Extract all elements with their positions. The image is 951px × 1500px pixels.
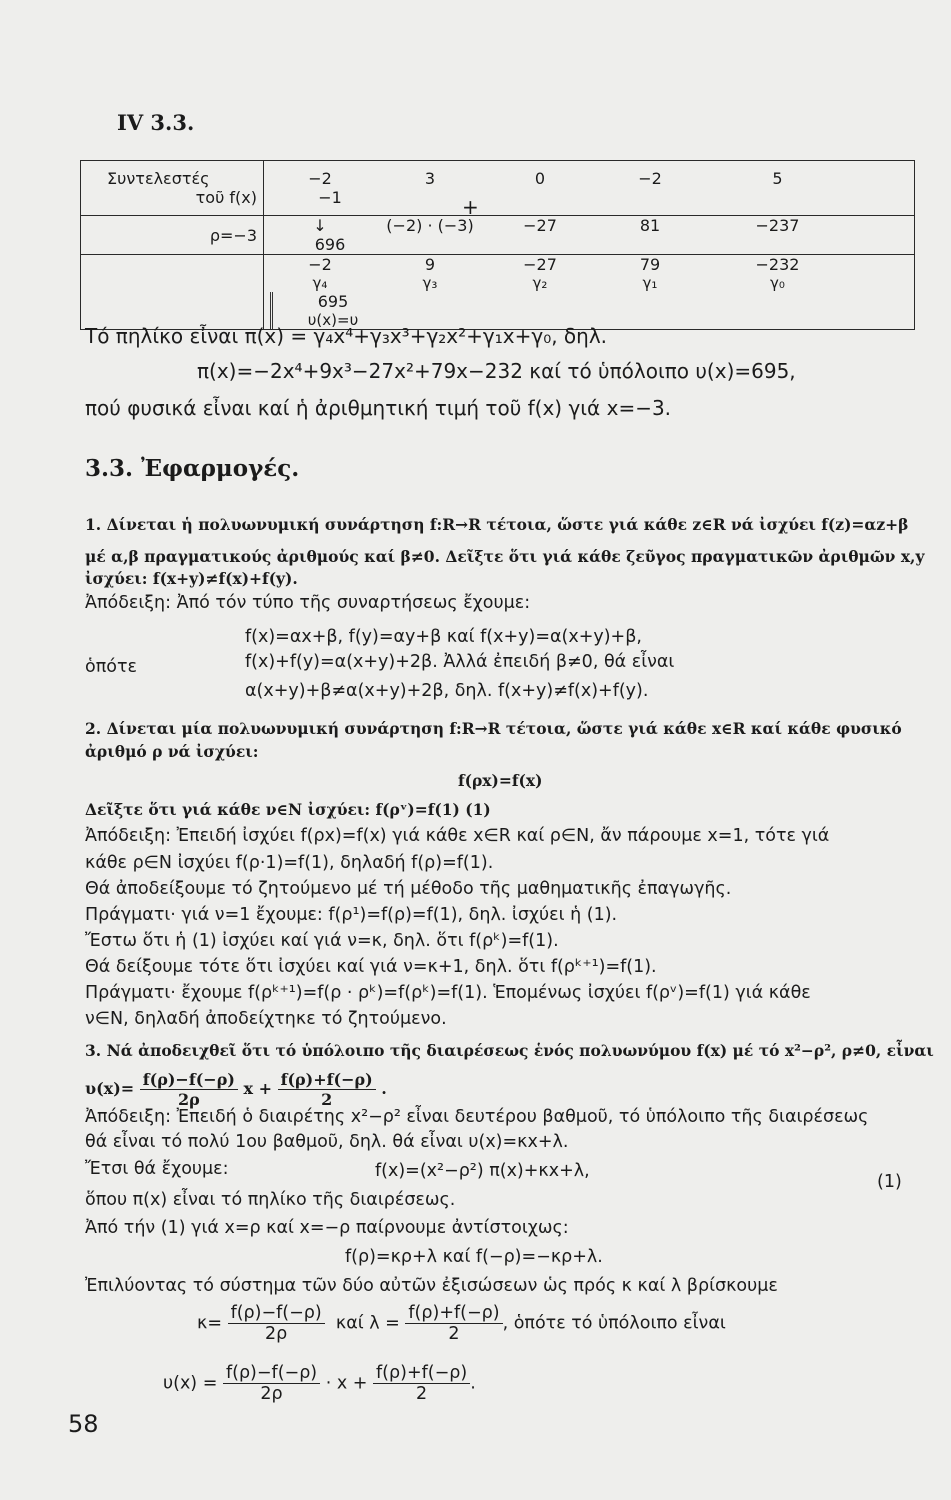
text: · x + <box>325 1373 368 1394</box>
equation: f(x)=αx+β, f(y)=αy+β καί f(x+y)=α(x+y)+β, <box>245 627 642 647</box>
problem-2-statement: ἀριθμό ρ νά ἰσχύει: <box>85 742 259 761</box>
quotient-line: Τό πηλίκο εἶναι π(x) = γ₄x⁴+γ₃x³+γ₂x²+γ₁x+γ₀, δηλ. <box>85 324 608 348</box>
numerator: f(ρ)−f(−ρ) <box>228 1303 325 1324</box>
result-cell: 9 <box>424 255 436 274</box>
quotient-expansion: π(x)=−2x⁴+9x³−27x²+79x−232 καί τό ὑπόλοιπο υ(x)=695, <box>197 359 796 383</box>
equation: f(ρx)=f(x) <box>458 771 543 790</box>
coef-cell: −2 <box>638 169 662 188</box>
text: κάθε ρ∈N ἰσχύει f(ρ·1)=f(1), δηλαδή f(ρ)=f(1). <box>85 853 494 873</box>
problem-1-statement: ἰσχύει: f(x+y)≠f(x)+f(y). <box>85 569 298 588</box>
numerator: f(ρ)−f(−ρ) <box>140 1070 238 1090</box>
numerator: f(ρ)+f(−ρ) <box>278 1070 376 1090</box>
results-row <box>264 255 915 330</box>
section-title: 3.3. Ἐφαρμογές. <box>85 455 300 482</box>
problem-2-statement: Δεῖξτε ὅτι γιά κάθε ν∈N ἰσχύει: f(ρᵛ)=f(1) (1) <box>85 800 491 819</box>
text: κ= <box>197 1313 222 1334</box>
text: ν∈N, δηλαδή ἀποδείχτηκε τό ζητούμενο. <box>85 1009 447 1029</box>
equation: α(x+y)+β≠α(x+y)+2β, δηλ. f(x+y)≠f(x)+f(y). <box>245 681 649 701</box>
text: Πράγματι· γιά ν=1 ἔχουμε: f(ρ¹)=f(ρ)=f(1), δηλ. ἰσχύει ἡ (1). <box>85 905 618 925</box>
text: καί λ = <box>335 1313 400 1334</box>
denominator: 2ρ <box>265 1324 288 1344</box>
proof-2: Ἀπόδειξη: Ἐπειδή ἰσχύει f(ρx)=f(x) γιά κάθε x∈R καί ρ∈N, ἄν πάρουμε x=1, τότε γιά <box>85 826 830 846</box>
equation: f(x)+f(y)=α(x+y)+2β. Ἀλλά ἐπειδή β≠0, θά εἶναι <box>245 652 675 672</box>
k-lambda-formula <box>197 1303 726 1344</box>
problem-1-statement: 1. Δίνεται ἡ πολυωνυμική συνάρτηση f:R→R τέτοια, ὥστε γιά κάθε z∈R νά ἰσχύει f(z)=αz+β <box>85 515 909 534</box>
fraction <box>278 1070 376 1109</box>
result-cell: −27 <box>523 255 557 274</box>
product-cell: 696 <box>314 235 346 254</box>
coefficients-row <box>264 161 915 216</box>
label-tou-fx: τοῦ f(x) <box>195 188 257 207</box>
proof-1: Ἀπόδειξη: Ἀπό τόν τύπο τῆς συναρτήσεως ἔχουμε: <box>85 593 531 613</box>
product-cell: −237 <box>755 216 800 235</box>
text: ὅπου π(x) εἶναι τό πηλίκο τῆς διαιρέσεως. <box>85 1190 456 1210</box>
horner-table <box>80 160 915 330</box>
text: . <box>381 1079 387 1098</box>
row-label-coefficients <box>81 161 264 216</box>
product-cell: 81 <box>639 216 661 235</box>
problem-2-statement: 2. Δίνεται μία πολυωνυμική συνάρτηση f:R→R τέτοια, ὥστε γιά κάθε x∈R καί κάθε φυσικό <box>85 719 902 738</box>
row-label-rho: ρ=−3 <box>81 216 264 255</box>
text: υ(x)= <box>85 1079 135 1098</box>
text: Θά ἀποδείξουμε τό ζητούμενο μέ τή μέθοδο τῆς μαθηματικῆς ἐπαγωγῆς. <box>85 879 732 899</box>
text: Ἔτσι θά ἔχουμε: <box>85 1159 229 1179</box>
coef-cell: 0 <box>534 169 546 188</box>
text: Πράγματι· ἔχουμε f(ρᵏ⁺¹)=f(ρ · ρᵏ)=f(ρᵏ)=f(1). Ἑπομένως ἰσχύει f(ρᵛ)=f(1) γιά κάθε <box>85 983 811 1003</box>
text: x + <box>243 1079 272 1098</box>
proof-3: Ἀπόδειξη: Ἐπειδή ὁ διαιρέτης x²−ρ² εἶναι δευτέρου βαθμοῦ, τό ὑπόλοιπο τῆς διαιρέσεως <box>85 1107 869 1127</box>
gamma-label: γ₃ <box>422 274 438 292</box>
gamma-label: γ₀ <box>770 274 785 292</box>
denominator: 2ρ <box>260 1384 283 1404</box>
text: . <box>470 1373 476 1394</box>
remainder-cell: 695 <box>317 292 349 311</box>
numerator: f(ρ)+f(−ρ) <box>405 1303 502 1324</box>
text: , ὁπότε τό ὑπόλοιπο εἶναι <box>502 1313 726 1334</box>
fraction <box>405 1303 502 1344</box>
denominator: 2 <box>321 1090 333 1109</box>
result-cell: −232 <box>755 255 800 274</box>
plus-sign: + <box>462 195 479 219</box>
gamma-label: γ₁ <box>642 274 658 292</box>
text: Ἔστω ὅτι ἡ (1) ἰσχύει καί γιά ν=κ, δηλ. ὅτι f(ρᵏ)=f(1). <box>85 931 559 951</box>
final-formula <box>163 1363 476 1404</box>
product-cell: ↓ <box>313 216 327 235</box>
product-cell: (−2) · (−3) <box>386 216 474 235</box>
fraction <box>223 1363 320 1404</box>
text: υ(x) = <box>163 1373 218 1394</box>
numerator: f(ρ)+f(−ρ) <box>373 1363 470 1384</box>
product-cell: −27 <box>523 216 557 235</box>
remainder-formula <box>85 1070 387 1109</box>
value-remark: πού φυσικά εἶναι καί ἡ ἀριθμητική τιμή τοῦ f(x) γιά x=−3. <box>85 396 672 420</box>
equation-number: (1) <box>877 1172 902 1192</box>
equation: f(x)=(x²−ρ²) π(x)+κx+λ, <box>375 1161 590 1181</box>
denominator: 2 <box>448 1324 460 1344</box>
fraction <box>140 1070 238 1109</box>
page-number: 58 <box>68 1410 99 1438</box>
gamma-label: γ₂ <box>532 274 548 292</box>
label-syntelestes: Συντελεστές <box>107 169 210 188</box>
coef-cell: −1 <box>318 188 342 207</box>
coef-cell: 5 <box>772 169 783 188</box>
products-row <box>264 216 915 255</box>
problem-1-statement: μέ α,β πραγματικούς ἀριθμούς καί β≠0. Δεῖξτε ὅτι γιά κάθε ζεῦγος πραγματικῶν ἀριθμῶν x,y <box>85 547 925 566</box>
denominator: 2 <box>416 1384 428 1404</box>
coef-cell: −2 <box>308 169 332 188</box>
text: Ἐπιλύοντας τό σύστημα τῶν δύο αὐτῶν ἐξισώσεων ὡς πρός κ καί λ βρίσκουμε <box>85 1276 778 1296</box>
text: Ἀπό τήν (1) γιά x=ρ καί x=−ρ παίρνουμε ἀντίστοιχως: <box>85 1218 569 1238</box>
coef-cell: 3 <box>424 169 436 188</box>
text: Θά δείξουμε τότε ὅτι ἰσχύει καί γιά ν=κ+1, δηλ. ὅτι f(ρᵏ⁺¹)=f(1). <box>85 957 657 977</box>
result-cell: 79 <box>639 255 661 274</box>
numerator: f(ρ)−f(−ρ) <box>223 1363 320 1384</box>
remainder-label: υ(x)=υ <box>307 311 359 329</box>
result-cell: −2 <box>308 255 332 274</box>
text: ὁπότε <box>85 657 137 677</box>
text: θά εἶναι τό πολύ 1ου βαθμοῦ, δηλ. θά εἶναι υ(x)=κx+λ. <box>85 1132 569 1152</box>
fraction <box>373 1363 470 1404</box>
section-header: IV 3.3. <box>117 110 195 135</box>
row-label-empty <box>81 255 264 330</box>
denominator: 2ρ <box>177 1090 200 1109</box>
fraction <box>228 1303 325 1344</box>
problem-3-statement: 3. Νά ἀποδειχθεῖ ὅτι τό ὑπόλοιπο τῆς διαιρέσεως ἑνός πολυωνύμου f(x) μέ τό x²−ρ², ρ≠0, εἶναι <box>85 1041 934 1060</box>
gamma-label: γ₄ <box>312 274 328 292</box>
equation: f(ρ)=κρ+λ καί f(−ρ)=−κρ+λ. <box>345 1247 603 1267</box>
